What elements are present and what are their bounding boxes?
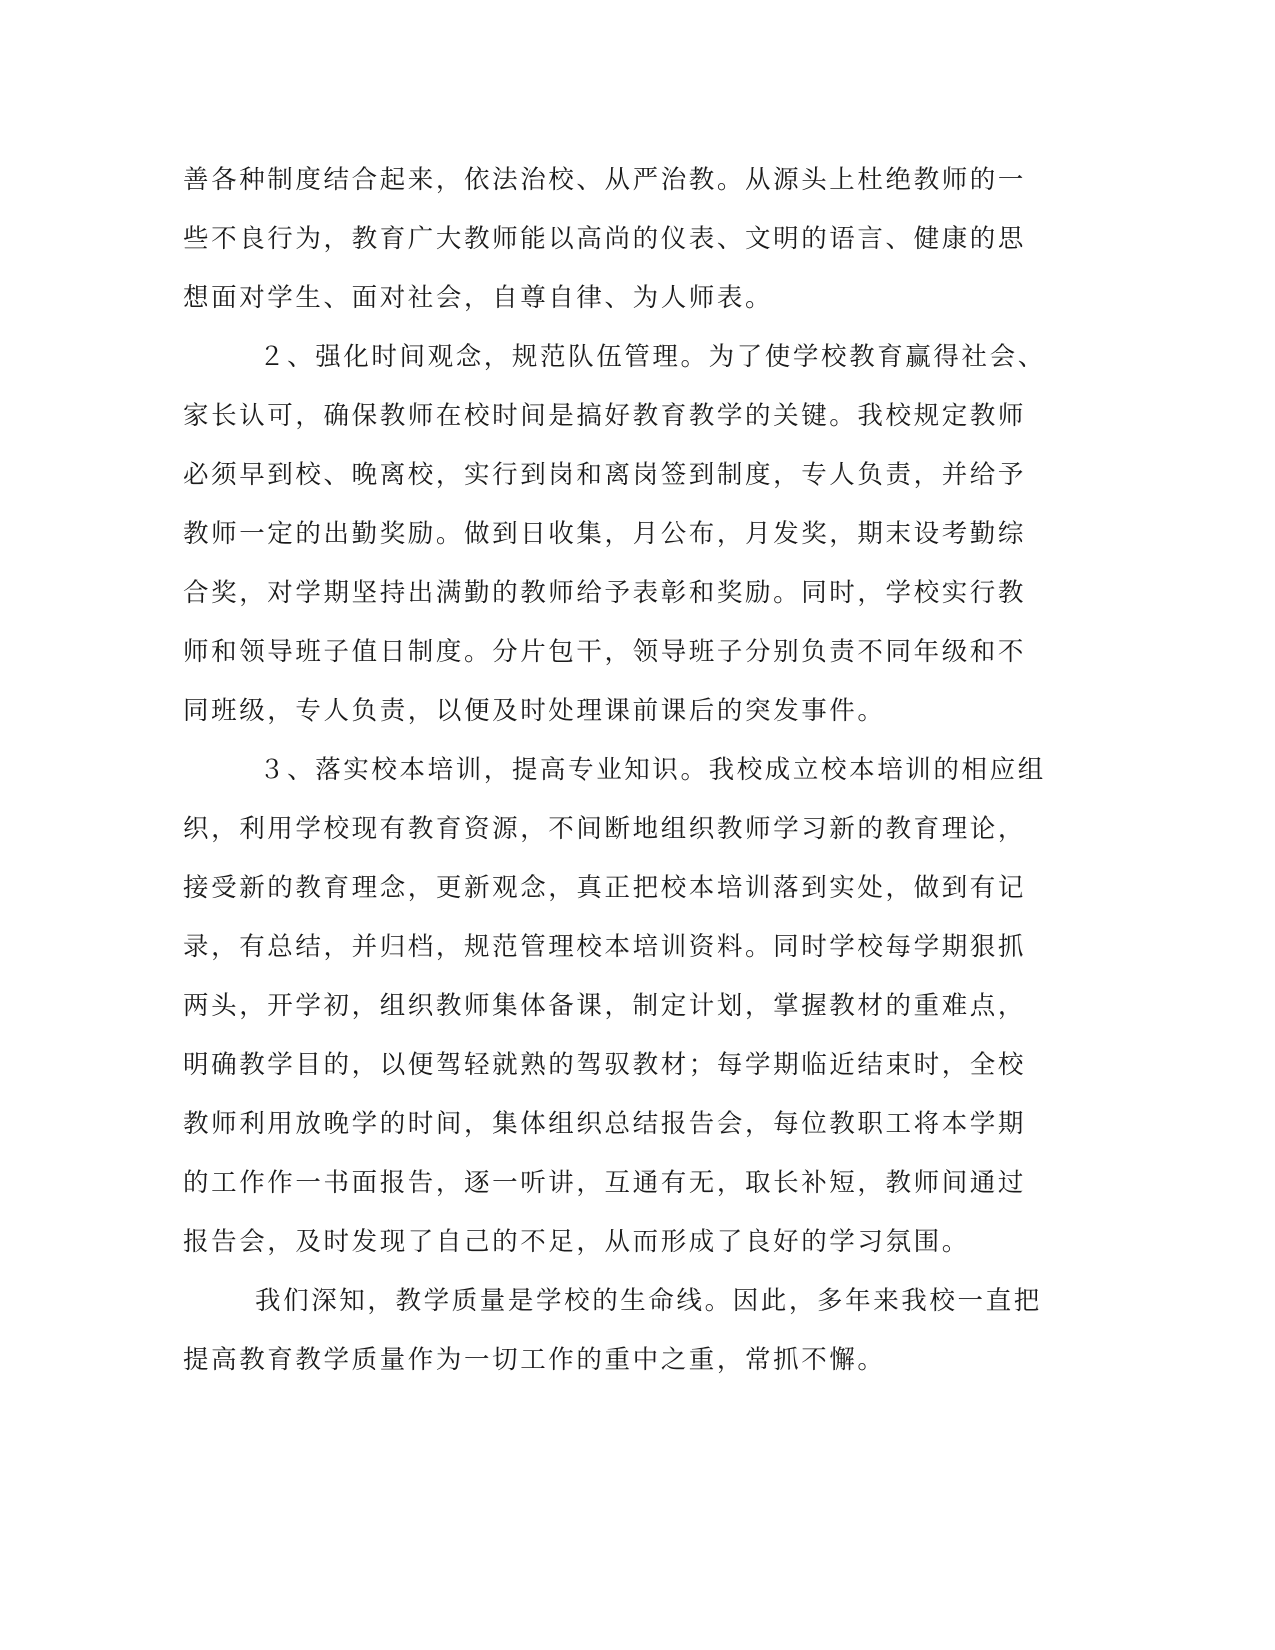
text-line: 善各种制度结合起来，依法治校、从严治教。从源头上杜绝教师的一	[183, 165, 1027, 195]
text-line: 师和领导班子值日制度。分片包干，领导班子分别负责不同年级和不	[183, 637, 1027, 667]
text-line: ２、强化时间观念，规范队伍管理。为了使学校教育赢得社会、	[259, 342, 1046, 372]
text-line: 明确教学目的，以便驾轻就熟的驾驭教材；每学期临近结束时，全校	[183, 1050, 1027, 1080]
text-line: 同班级，专人负责，以便及时处理课前课后的突发事件。	[183, 696, 886, 726]
text-line: 录，有总结，并归档，规范管理校本培训资料。同时学校每学期狠抓	[183, 932, 1027, 962]
text-line: 合奖，对学期坚持出满勤的教师给予表彰和奖励。同时，学校实行教	[183, 578, 1027, 608]
text-line: 家长认可，确保教师在校时间是搞好教育教学的关键。我校规定教师	[183, 401, 1027, 431]
text-line: 我们深知，教学质量是学校的生命线。因此，多年来我校一直把	[255, 1286, 1042, 1316]
text-line: 必须早到校、晚离校，实行到岗和离岗签到制度，专人负责，并给予	[183, 460, 1027, 490]
text-line: 报告会，及时发现了自己的不足，从而形成了良好的学习氛围。	[183, 1227, 970, 1257]
text-line: 接受新的教育理念，更新观念，真正把校本培训落到实处，做到有记	[183, 873, 1027, 903]
text-line: 提高教育教学质量作为一切工作的重中之重，常抓不懈。	[183, 1345, 886, 1375]
text-line: 两头，开学初，组织教师集体备课，制定计划，掌握教材的重难点，	[183, 991, 1027, 1021]
text-line: 织，利用学校现有教育资源，不间断地组织教师学习新的教育理论，	[183, 814, 1027, 844]
text-line: 想面对学生、面对社会，自尊自律、为人师表。	[183, 283, 774, 313]
text-line: 些不良行为，教育广大教师能以高尚的仪表、文明的语言、健康的思	[183, 224, 1027, 254]
text-line: 的工作作一书面报告，逐一听讲，互通有无，取长补短，教师间通过	[183, 1168, 1027, 1198]
text-line: 教师一定的出勤奖励。做到日收集，月公布，月发奖，期末设考勤综	[183, 519, 1027, 549]
text-line: ３、落实校本培训，提高专业知识。我校成立校本培训的相应组	[259, 755, 1046, 785]
text-line: 教师利用放晚学的时间，集体组织总结报告会，每位教职工将本学期	[183, 1109, 1027, 1139]
